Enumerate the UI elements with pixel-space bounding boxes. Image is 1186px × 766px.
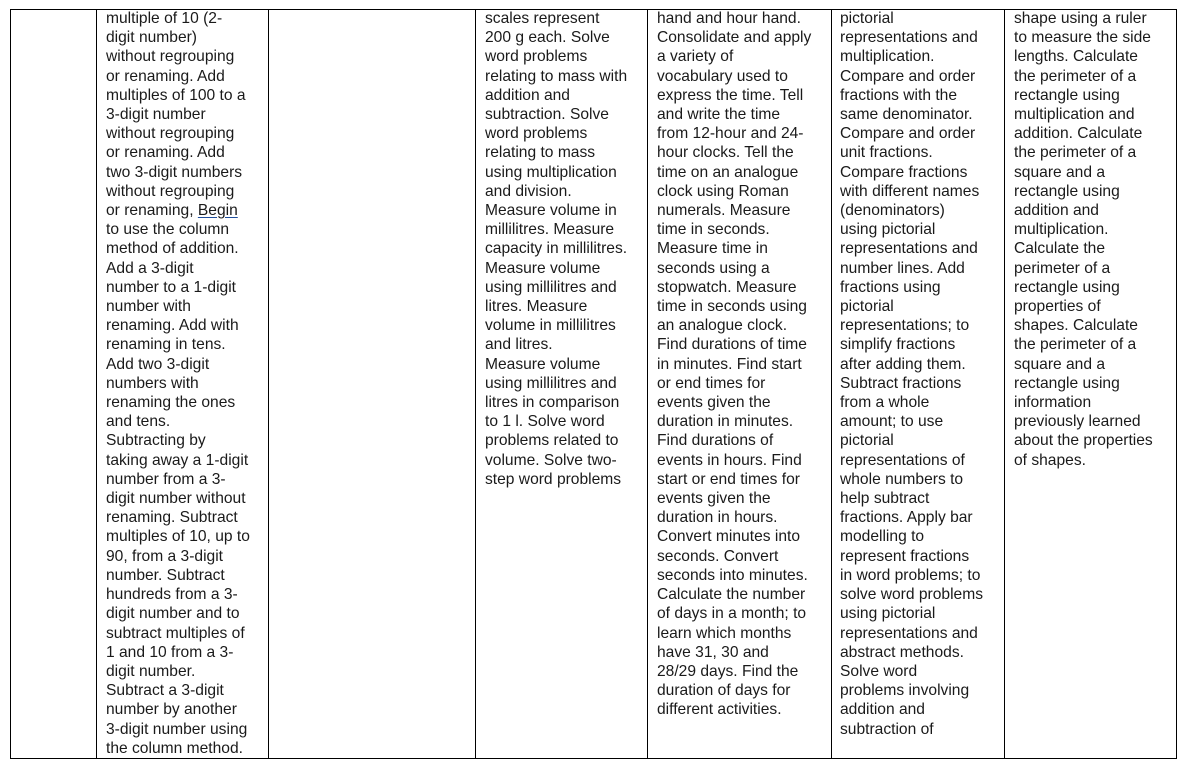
table-cell-col4: [476, 10, 648, 759]
table-cell-col3: [269, 10, 476, 759]
table-cell-col1: [11, 10, 97, 759]
table-cell-col2: [97, 10, 269, 759]
cell-text-perimeter: shape using a ruler to measure the side lengths. Calculate the perimeter of a rectangle using multiplication and addition. Calculate the perimeter of a square and a rectangle using addition and multiplication. Calculate the perimeter of a rectangle using properties of shapes. Calculate the perimeter of a square and a rectangle using information previously learned about the properties of shapes.: [1014, 10, 1153, 469]
table-cell-col6: [832, 10, 1005, 759]
cell-text-part-2: to use the column method of addition. Add a 3-digit number to a 1-digit number with renaming. Add with renaming in tens. Add two 3-digit numbers with renaming the ones and tens. Subtracting by taking away a 1-digit number from a 3- digit number without renaming. Subtract multiples of 10, up to 90, from a 3-digit number. Subtract hundreds from a 3- digit number and to subtract multiples of 1 and 10 from a 3- digit number. Subtract a 3-digit number by another 3-digit number using the column method.: [106, 221, 250, 757]
underlined-word: Begin: [197, 202, 238, 220]
cell-text-addition-subtraction: [106, 10, 263, 758]
table-cell-col7: [1005, 10, 1177, 759]
table-row: [11, 10, 1177, 759]
cell-text-time: hand and hour hand. Consolidate and apply a variety of vocabulary used to express the time. Tell and write the time from 12-hour and 24- hour clocks. Tell the time on an analogue clock using Roman numerals. Measure time in seconds. Measure time in seconds using a stopwatch. Measure time in seconds using an analogue clock. Find durations of time in minutes. Find start or end times for events given the duration in minutes. Find durations of events in hours. Find start or end times for events given the duration in hours. Convert minutes into seconds. Convert seconds into minutes. Calculate the number of days in a month; to learn which months have 31, 30 and 28/29 days. Find the duration of days for different activities.: [657, 10, 812, 719]
cell-text-fractions: pictorial representations and multiplication. Compare and order fractions with the same denominator. Compare and order unit fractions. Compare fractions with different names (denominators) using pictorial representations and number lines. Add fractions using pictorial representations; to simplify fractions after adding them. Subtract fractions from a whole amount; to use pictorial representations of whole numbers to help subtract fractions. Apply bar modelling to represent fractions in word problems; to solve word problems using pictorial representations and abstract methods. Solve word problems involving addition and subtraction of: [840, 10, 984, 738]
table-cell-col5: [648, 10, 832, 759]
curriculum-table: [10, 9, 1177, 759]
cell-text-part-1: multiple of 10 (2- digit number) without regrouping or renaming. Add multiples of 100 to a 3-digit number without regrouping or renaming. Add two 3-digit numbers without regrouping or renaming,: [106, 10, 246, 220]
cell-text-mass-volume: scales represent 200 g each. Solve word problems relating to mass with addition and subtraction. Solve word problems relating to mass using multiplication and division. Measure volume in millilitres. Measure capacity in millilitres. Measure volume using millilitres and litres. Measure volume in millilitres and litres. Measure volume using millilitres and litres in comparison to 1 l. Solve word problems related to volume. Solve two- step word problems: [485, 10, 628, 488]
